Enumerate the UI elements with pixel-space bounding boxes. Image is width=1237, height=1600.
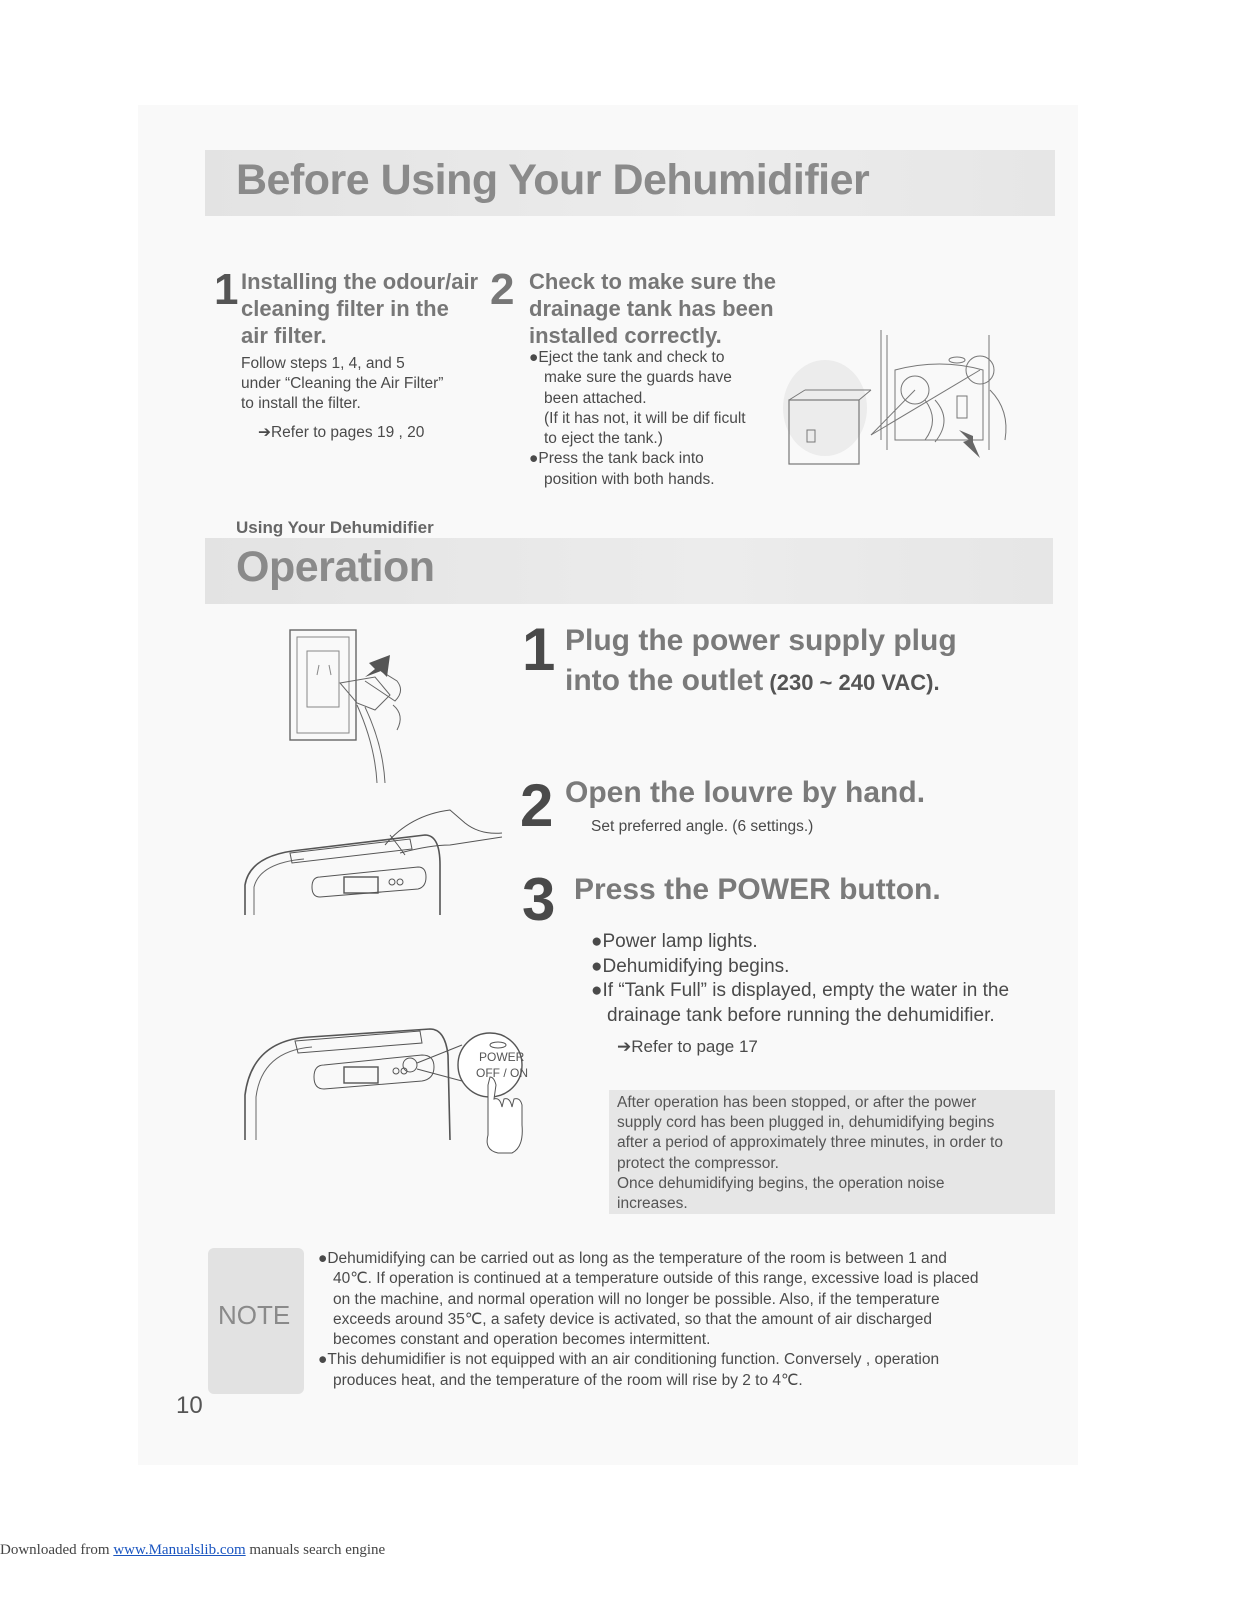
bullet-line: ●Eject the tank and check to [529, 349, 725, 366]
step-number-power: 3 [522, 866, 556, 933]
bullet-line: drainage tank before running the dehumidifier. [607, 1004, 995, 1026]
note-line: produces heat, and the temperature of the room will rise by 2 to 4℃. [333, 1371, 803, 1389]
step-body-filter [241, 354, 443, 414]
heading-line-main: into the outlet [565, 664, 764, 697]
bullet-line: (If it has not, it will be dif ficult [544, 409, 746, 427]
tank-illustration [775, 330, 1035, 470]
step-number-tank: 2 [490, 265, 515, 314]
power-label: POWER [479, 1050, 525, 1064]
heading-line: Plug the power supply plug [565, 624, 957, 657]
compressor-info-text [617, 1093, 1003, 1214]
bullet-line: been attached. [544, 389, 647, 407]
step-bullets-power [591, 930, 1009, 1028]
bullet-line: ●Power lamp lights. [591, 931, 758, 952]
heading-line: cleaning filter in the [241, 296, 449, 321]
page-number: 10 [176, 1392, 203, 1419]
info-line: Once dehumidifying begins, the operation noise [617, 1174, 945, 1192]
note-line: ●Dehumidifying can be carried out as long as the temperature of the room is between 1 and [318, 1250, 947, 1267]
step-sub-louvre: Set preferred angle. (6 settings.) [591, 818, 814, 835]
section-title-before-using: Before Using Your Dehumidifier [236, 156, 870, 204]
body-line: under “Cleaning the Air Filter” [241, 375, 444, 392]
footer-prefix: Downloaded from [0, 1542, 114, 1558]
bullet-line: make sure the guards have [544, 369, 732, 387]
heading-line [565, 661, 957, 703]
section-eyebrow: Using Your Dehumidifier [236, 518, 434, 537]
voltage-text: (230 ~ 240 VAC). [763, 670, 940, 695]
heading-line: drainage tank has been [529, 296, 774, 321]
louvre-illustration [240, 805, 510, 925]
step-number-plug: 1 [522, 616, 556, 683]
step-heading-tank [529, 268, 776, 349]
step-heading-plug [565, 621, 957, 703]
plug-illustration [285, 625, 425, 785]
bullet-line: ●Dehumidifying begins. [591, 955, 790, 977]
download-footer [0, 1542, 385, 1559]
note-line: on the machine, and normal operation will no longer be possible. Also, if the temperature [333, 1290, 940, 1308]
bullet-line: position with both hands. [544, 470, 715, 488]
heading-line: installed correctly. [529, 323, 722, 348]
note-line: 40℃. If operation is continued at a temperature outside of this range, excessive load is placed [333, 1270, 979, 1288]
refer-page-link: ➔Refer to page 17 [617, 1037, 758, 1056]
info-line: after a period of approximately three minutes, in order to [617, 1134, 1003, 1152]
info-line: increases. [617, 1195, 688, 1213]
footer-suffix: manuals search engine [245, 1542, 386, 1558]
note-text [318, 1249, 979, 1391]
step-heading-filter [241, 268, 478, 349]
info-line: protect the compressor. [617, 1154, 779, 1172]
step-number-filter: 1 [214, 265, 239, 314]
note-line: ●This dehumidifier is not equipped with an air conditioning function. Conversely , operation [318, 1351, 940, 1369]
note-line: exceeds around 35℃, a safety device is activated, so that the amount of air discharged [333, 1310, 933, 1328]
heading-line: Check to make sure the [529, 269, 776, 294]
refer-pages-link: ➔Refer to pages 19 , 20 [258, 424, 425, 441]
heading-line: air filter. [241, 323, 327, 348]
section-title-operation: Operation [236, 543, 435, 591]
body-line: to install the filter. [241, 395, 361, 412]
info-line: After operation has been stopped, or after the power [617, 1094, 977, 1111]
info-line: supply cord has been plugged in, dehumidifying begins [617, 1114, 995, 1132]
bullet-line: ●If “Tank Full” is displayed, empty the water in the [591, 980, 1010, 1001]
manualslib-link[interactable]: www.Manualslib.com [113, 1542, 246, 1558]
step-heading-power: Press the POWER button. [574, 873, 941, 906]
step-number-louvre: 2 [520, 772, 554, 839]
step-heading-louvre: Open the louvre by hand. [565, 776, 926, 809]
body-line: Follow steps 1, 4, and 5 [241, 355, 405, 372]
step-bullets-tank [529, 348, 746, 490]
heading-line: Installing the odour/air [241, 269, 479, 294]
note-label: NOTE [218, 1300, 291, 1330]
bullet-line: ●Press the tank back into [529, 450, 704, 468]
note-line: becomes constant and operation becomes intermittent. [333, 1331, 711, 1349]
off-on-label: OFF / ON [476, 1066, 528, 1080]
bullet-line: to eject the tank.) [544, 430, 663, 448]
power-button-illustration [240, 1025, 560, 1165]
